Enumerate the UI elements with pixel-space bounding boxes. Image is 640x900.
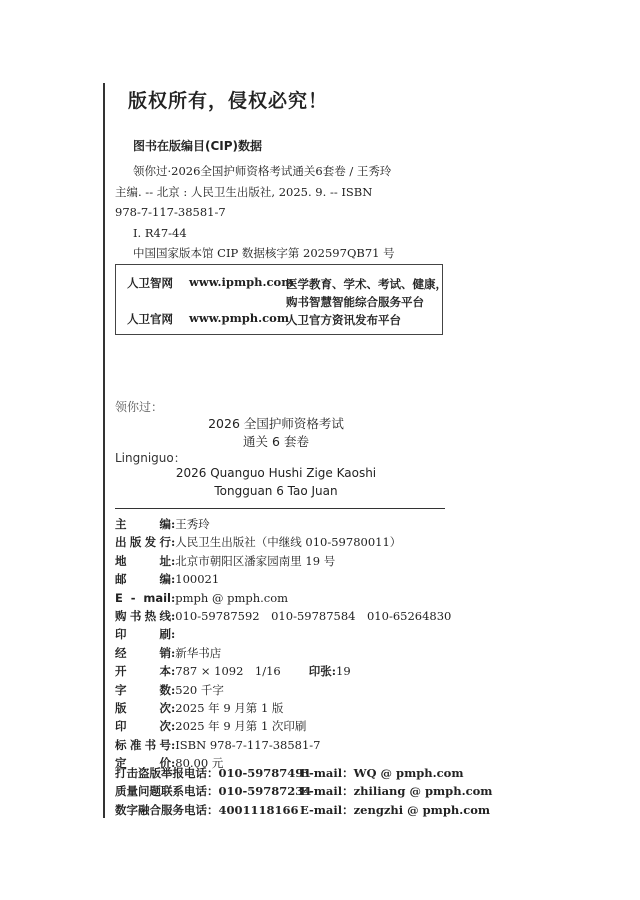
imprint-value: 100021: [175, 572, 220, 587]
imprint-value: 新华书店: [175, 645, 222, 660]
imprint-label: 开 本: [115, 664, 171, 679]
cip-line: 领你过·2026全国护师资格考试通关6套卷 / 王秀玲: [133, 164, 392, 178]
contact-label: 打击盗版举报电话：: [115, 766, 219, 780]
imprint-label: 印 刷: [115, 627, 171, 642]
platform-desc: 人卫官方资讯发布平台: [286, 313, 401, 327]
imprint-label: 印 次: [115, 719, 171, 734]
book-title-en: Tongguan 6 Tao Juan: [214, 484, 338, 498]
platform-desc: 购书智慧智能综合服务平台: [286, 295, 424, 309]
imprint-label: 印张: [308, 664, 332, 679]
imprint-label: 出版发行: [115, 535, 171, 550]
imprint-row: 地 址:北京市朝阳区潘家园南里 19 号: [115, 552, 451, 570]
contact-label: 数字融合服务电话：: [115, 802, 219, 817]
platform-url[interactable]: www.ipmph.com: [189, 275, 294, 289]
book-title-cn: 通关 6 套卷: [243, 434, 309, 449]
imprint-label: 邮 编: [115, 572, 171, 587]
imprint-label: 经 销: [115, 645, 171, 660]
copyright-notice: 版权所有，侵权必究！: [128, 90, 329, 112]
cip-line: Ⅰ. R47-44: [133, 225, 187, 240]
margin-rule: [103, 83, 105, 818]
contact-phone: 4001118166: [218, 802, 299, 817]
contact-phone: 010-59787234: [218, 784, 312, 799]
imprint-row: 定 价:80.00 元: [115, 754, 451, 772]
imprint-row: 经 销:新华书店: [115, 644, 451, 662]
contact-row: [115, 764, 464, 782]
contact-email[interactable]: E-mail：zengzhi @ pmph.com: [300, 802, 491, 817]
imprint-label: 定 价: [115, 756, 171, 771]
imprint-value: ISBN 978-7-117-38581-7: [175, 737, 321, 752]
imprint-info: [115, 515, 451, 772]
imprint-label: E - mail: [115, 590, 171, 605]
book-title-en: 2026 Quanguo Hushi Zige Kaoshi: [175, 466, 377, 480]
cip-line: 中国国家版本馆 CIP 数据核字第 202597QB71 号: [133, 246, 395, 260]
imprint-value: 19: [336, 664, 351, 679]
imprint-row: 主 编:王秀玲: [115, 515, 451, 533]
imprint-row: 开 本:787 × 1092 1/16 印张:19: [115, 662, 451, 680]
cip-record: [115, 161, 395, 264]
imprint-row: 购书热线:010-59787592 010-59787584 010-65264830: [115, 607, 451, 625]
imprint-value: 王秀玲: [175, 517, 210, 531]
imprint-value: 人民卫生出版社（中继线 010-59780011）: [175, 535, 402, 550]
platform-url[interactable]: www.pmph.com: [189, 311, 290, 325]
contact-row: [115, 801, 491, 819]
platform-name: 人卫智网: [127, 276, 173, 290]
imprint-label: 版 次: [115, 700, 171, 715]
cip-line: 主编. -- 北京 : 人民卫生出版社, 2025. 9. -- ISBN: [115, 184, 373, 199]
platform-name: 人卫官网: [127, 312, 173, 326]
title-lead-cn: 领你过：: [115, 400, 164, 414]
imprint-row: 版 次:2025 年 9 月第 1 版: [115, 699, 451, 717]
imprint-row: E - mail:pmph @ pmph.com: [115, 589, 451, 607]
imprint-label: 地 址: [115, 553, 171, 568]
imprint-value: 520 千字: [175, 682, 224, 697]
platform-desc: 医学教育、学术、考试、健康，: [286, 277, 447, 291]
imprint-value: 787 × 1092 1/16: [175, 664, 281, 679]
cip-heading: 图书在版编目(CIP)数据: [133, 139, 263, 153]
imprint-row: 字 数:520 千字: [115, 681, 451, 699]
imprint-row: 出版发行:人民卫生出版社（中继线 010-59780011）: [115, 533, 451, 551]
book-title-cn: 2026 全国护师资格考试: [208, 416, 344, 431]
separator: [115, 508, 445, 509]
imprint-label: 购书热线: [115, 608, 171, 623]
imprint-row: 印 次:2025 年 9 月第 1 次印刷: [115, 717, 451, 735]
imprint-label: 字 数: [115, 682, 171, 697]
imprint-row: 印 刷:: [115, 625, 451, 643]
imprint-value: 010-59787592 010-59787584 010-65264830: [175, 608, 452, 623]
imprint-value: 2025 年 9 月第 1 次印刷: [175, 719, 307, 734]
imprint-value: 80.00 元: [175, 756, 224, 771]
imprint-value: 2025 年 9 月第 1 版: [175, 700, 284, 715]
platform-box: [115, 264, 447, 335]
cip-line: 978-7-117-38581-7: [115, 205, 226, 219]
contact-email[interactable]: E-mail：zhiliang @ pmph.com: [300, 784, 493, 799]
contact-info: [115, 764, 493, 819]
contact-phone: 010-59787491: [218, 766, 312, 780]
contact-row: [115, 782, 493, 800]
imprint-label: 标准书号: [115, 737, 171, 752]
contact-email[interactable]: E-mail：WQ @ pmph.com: [300, 766, 464, 780]
imprint-row: 邮 编:100021: [115, 570, 451, 588]
imprint-value: 北京市朝阳区潘家园南里 19 号: [175, 553, 336, 568]
contact-label: 质量问题联系电话：: [115, 784, 219, 799]
imprint-value: pmph @ pmph.com: [175, 590, 289, 605]
title-lead-en: Lingniguo：: [115, 451, 186, 465]
imprint-row: 标准书号:ISBN 978-7-117-38581-7: [115, 736, 451, 754]
imprint-label: 主 编: [115, 517, 171, 531]
